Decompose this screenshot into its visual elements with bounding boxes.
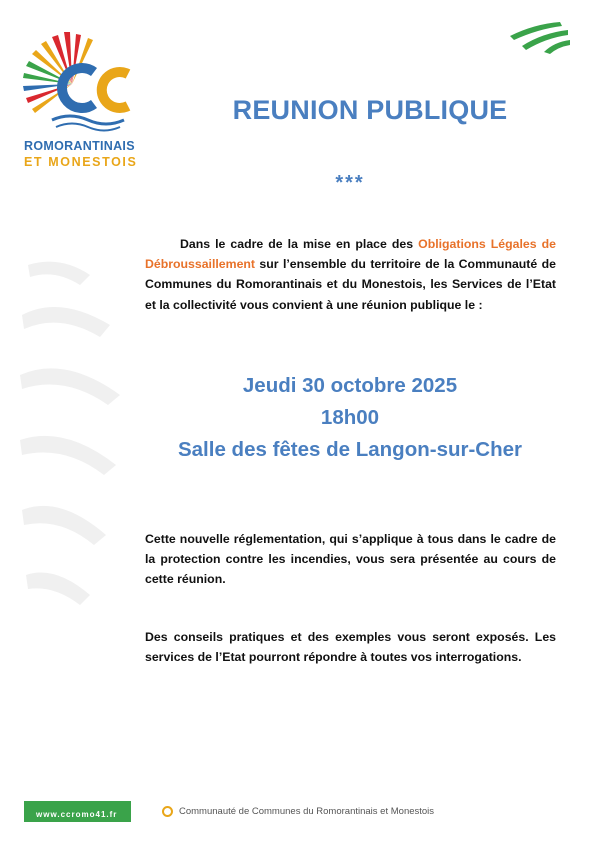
- intro-paragraph: [145, 234, 556, 315]
- intro-text-start: Dans le cadre de la mise en place des: [180, 237, 419, 251]
- footer-website-link[interactable]: www.ccromo41.fr: [36, 810, 118, 819]
- page-title: REUNION PUBLIQUE: [232, 95, 508, 125]
- side-watermark-icon: [20, 255, 130, 625]
- logo-text-monestois: ET MONESTOIS: [24, 155, 138, 169]
- logo-text-romorantinais: ROMORANTINAIS: [24, 139, 135, 153]
- organisation-logo: [22, 24, 137, 172]
- advice-paragraph: Des conseils pratiques et des exemples vous seront exposés. Les services de l’Etat pourront répondre à toutes vos interrogations.: [145, 630, 556, 665]
- event-date: Jeudi 30 octobre 2025: [242, 374, 458, 397]
- title-separator: ***: [335, 172, 365, 194]
- corner-stripes-icon: [508, 20, 574, 54]
- intro-highlight: Obligations Légales de Débroussaillement: [145, 237, 556, 272]
- logo-emblem-icon: [22, 24, 137, 136]
- event-place: Salle des fêtes de Langon-sur-Cher: [177, 438, 523, 461]
- footer-logo-icon: [162, 806, 173, 817]
- regulation-paragraph: Cette nouvelle réglementation, qui s’applique à tous dans le cadre de la protection contre les incendies, vous sera présentée au cours de cette réunion.: [145, 532, 556, 587]
- footer-organisation: Communauté de Communes du Romorantinais et Monestois: [179, 806, 435, 817]
- intro-text-end: sur l’ensemble du territoire de la Communauté de Communes du Romorantinais et du Monestois, les Services de l’Etat et la collectivité vous convient à une réunion publique le :: [145, 257, 556, 312]
- event-time: 18h00: [320, 406, 380, 429]
